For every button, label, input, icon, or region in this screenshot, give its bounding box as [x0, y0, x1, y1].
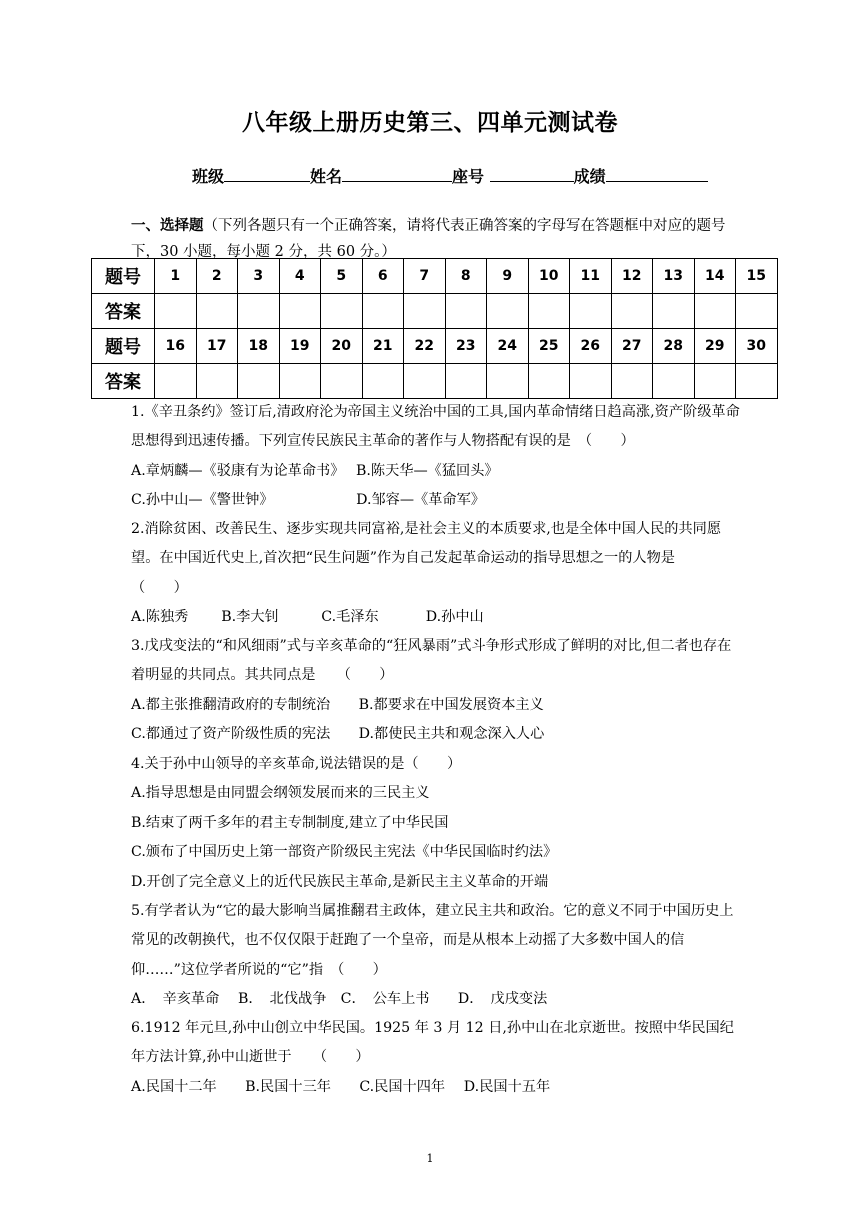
answer-cell[interactable]	[238, 294, 280, 329]
question-stem: 2.消除贫困、改善民生、逐步实现共同富裕,是社会主义的本质要求,也是全体中国人民的共同愿望。在中国近代史上,首次把“民生问题”作为自己发起革命运动的指导思想之一的人物是 （ ）	[131, 521, 722, 596]
class-label: 班级	[192, 167, 225, 186]
question-option: A.陈独秀 B.李大钊 C.毛泽东 D.孙中山	[131, 609, 484, 626]
question-option: A.都主张推翻清政府的专制统治 B.都要求在中国发展资本主义	[131, 696, 544, 713]
question-number-cell: 5	[321, 259, 363, 294]
question-number-cell: 23	[445, 329, 487, 364]
question-number-cell: 6	[362, 259, 404, 294]
question-stem: 1.《辛丑条约》签订后,清政府沦为帝国主义统治中国的工具,国内革命情绪日趋高涨,资产阶级革命思想得到迅速传播。下列宣传民族民主革命的著作与人物搭配有误的是 （ ）	[131, 404, 740, 450]
question-number-cell: 9	[487, 259, 529, 294]
question-option: A． 辛亥革命 B． 北伐战争 C． 公车上书 D． 戊戌变法	[131, 991, 548, 1008]
section-instruction: （下列各题只有一个正确答案，请将代表正确答案的字母写在答题框中对应的题号下，30 小题，每小题 2 分，共 60 分。）	[131, 218, 726, 260]
section-heading: 一、选择题	[131, 218, 204, 234]
question-number-cell: 12	[611, 259, 653, 294]
answer-cell[interactable]	[321, 294, 363, 329]
answer-cell[interactable]	[279, 364, 321, 399]
answer-row-2	[92, 364, 778, 399]
page-number: 1	[426, 1152, 434, 1165]
score-blank[interactable]	[606, 166, 708, 182]
question-stem: 4.关于孙中山领导的辛亥革命,说法错误的是（ ）	[131, 756, 462, 772]
question-number-cell: 27	[611, 329, 653, 364]
answer-cell[interactable]	[196, 294, 238, 329]
name-blank[interactable]	[342, 166, 452, 182]
question-number-cell: 24	[487, 329, 529, 364]
name-label: 姓名	[310, 167, 343, 186]
question-number-cell: 20	[321, 329, 363, 364]
answer-cell[interactable]	[736, 364, 778, 399]
question-1	[131, 398, 741, 516]
page-title: 八年级上册历史第三、四单元测试卷	[242, 110, 618, 136]
question-option: B.结束了两千多年的君主专制制度,建立了中华民国	[131, 814, 449, 831]
question-number-cell: 19	[279, 329, 321, 364]
answer-cell[interactable]	[611, 364, 653, 399]
answer-cell[interactable]	[404, 294, 446, 329]
question-option: A.指导思想是由同盟会纲领发展而来的三民主义	[131, 785, 430, 802]
question-number-cell: 3	[238, 259, 280, 294]
answer-cell[interactable]	[694, 364, 736, 399]
seat-label: 座号	[452, 167, 485, 186]
question-number-cell: 26	[570, 329, 612, 364]
question-number-cell: 15	[736, 259, 778, 294]
question-stem: 6.1912 年元旦,孙中山创立中华民国。1925 年 3 月 12 日,孙中山在北京逝世。按照中华民国纪年方法计算,孙中山逝世于 （ ）	[131, 1020, 734, 1066]
question-number-cell: 1	[155, 259, 197, 294]
number-row-2	[92, 329, 778, 364]
number-row-1	[92, 259, 778, 294]
question-number-cell: 29	[694, 329, 736, 364]
answer-cell[interactable]	[528, 294, 570, 329]
question-number-cell: 8	[445, 259, 487, 294]
question-stem: 5.有学者认为“它的最大影响当属推翻君主政体，建立民主共和政治。它的意义不同于中国历史上常见的改朝换代，也不仅仅限于赶跑了一个皇帝，而是从根本上动摇了大多数中国人的信仰……”这位学者所说的“它”指 （ ）	[131, 903, 734, 978]
question-number-cell: 2	[196, 259, 238, 294]
class-blank[interactable]	[224, 166, 310, 182]
answer-cell[interactable]	[238, 364, 280, 399]
question-option: A.民国十二年 B.民国十三年 C.民国十四年 D.民国十五年	[131, 1078, 551, 1095]
question-number-cell: 22	[404, 329, 446, 364]
answer-cell[interactable]	[155, 364, 197, 399]
question-number-cell: 18	[238, 329, 280, 364]
row-label-number: 题号	[92, 329, 155, 364]
answer-cell[interactable]	[445, 364, 487, 399]
answer-cell[interactable]	[321, 364, 363, 399]
question-option: A.章炳麟—《驳康有为论革命书》 B.陈天华—《猛回头》	[131, 462, 499, 479]
question-4	[131, 750, 741, 897]
row-label-number: 题号	[92, 259, 155, 294]
answer-cell[interactable]	[279, 294, 321, 329]
question-5	[131, 897, 741, 1015]
answer-cell[interactable]	[487, 364, 529, 399]
student-info-line	[192, 164, 708, 187]
answer-cell[interactable]	[487, 294, 529, 329]
answer-cell[interactable]	[694, 294, 736, 329]
answer-cell[interactable]	[611, 294, 653, 329]
answer-cell[interactable]	[570, 294, 612, 329]
question-option: C.都通过了资产阶级性质的宪法 D.都使民主共和观念深入人心	[131, 726, 545, 743]
question-3	[131, 632, 741, 750]
row-label-answer: 答案	[92, 294, 155, 329]
answer-cell[interactable]	[736, 294, 778, 329]
seat-blank[interactable]	[490, 166, 574, 182]
question-stem: 3.戊戌变法的“和风细雨”式与辛亥革命的“狂风暴雨”式斗争形式形成了鲜明的对比,但二者也存在着明显的共同点。其共同点是 （ ）	[131, 638, 732, 684]
question-number-cell: 14	[694, 259, 736, 294]
question-number-cell: 16	[155, 329, 197, 364]
question-6	[131, 1014, 741, 1102]
answer-table	[91, 258, 778, 399]
answer-cell[interactable]	[570, 364, 612, 399]
question-number-cell: 7	[404, 259, 446, 294]
question-number-cell: 21	[362, 329, 404, 364]
question-option: C.孙中山—《警世钟》 D.邹容—《革命军》	[131, 492, 485, 509]
question-number-cell: 25	[528, 329, 570, 364]
answer-cell[interactable]	[362, 364, 404, 399]
answer-cell[interactable]	[653, 364, 695, 399]
question-number-cell: 13	[653, 259, 695, 294]
answer-cell[interactable]	[155, 294, 197, 329]
answer-cell[interactable]	[196, 364, 238, 399]
question-number-cell: 10	[528, 259, 570, 294]
answer-row-1	[92, 294, 778, 329]
question-number-cell: 30	[736, 329, 778, 364]
score-label: 成绩	[573, 167, 606, 186]
question-number-cell: 28	[653, 329, 695, 364]
row-label-answer: 答案	[92, 364, 155, 399]
question-number-cell: 17	[196, 329, 238, 364]
question-2	[131, 515, 741, 633]
answer-cell[interactable]	[528, 364, 570, 399]
answer-cell[interactable]	[404, 364, 446, 399]
question-option: C.颁布了中国历史上第一部资产阶级民主宪法《中华民国临时约法》	[131, 844, 558, 861]
answer-cell[interactable]	[445, 294, 487, 329]
question-option: D.开创了完全意义上的近代民族民主革命,是新民主主义革命的开端	[131, 873, 549, 890]
question-number-cell: 11	[570, 259, 612, 294]
answer-cell[interactable]	[653, 294, 695, 329]
question-number-cell: 4	[279, 259, 321, 294]
answer-cell[interactable]	[362, 294, 404, 329]
